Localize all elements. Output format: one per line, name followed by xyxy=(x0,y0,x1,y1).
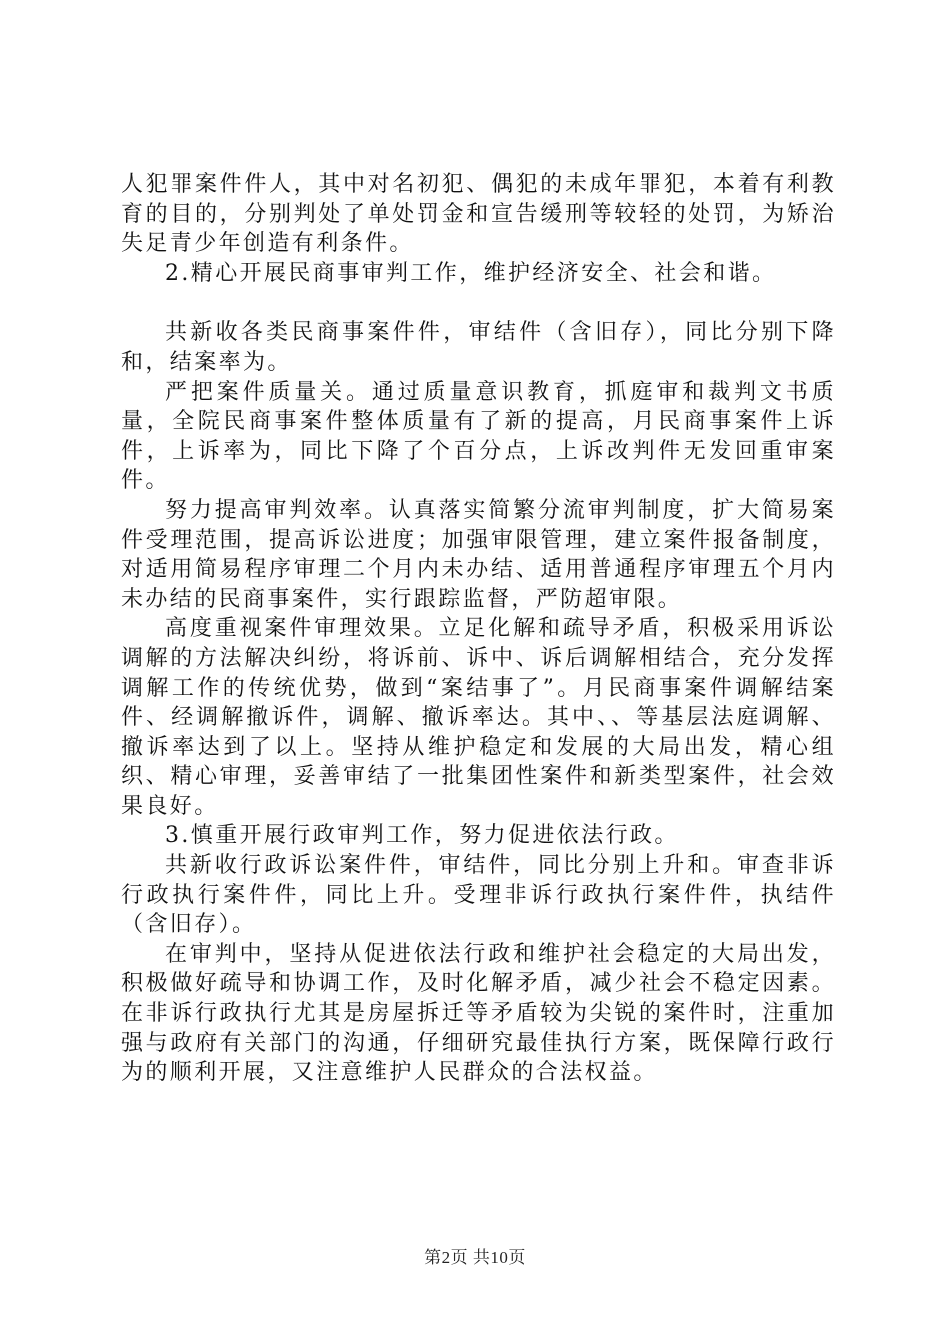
section-heading-3: 3.慎重开展行政审判工作，努力促进依法行政。 xyxy=(165,823,679,849)
paragraph-continuation: 人犯罪案件件人，其中对名初犯、偶犯的未成年罪犯，本着有利教育的目的，分别判处了单处罚金和宣告缓刑等较轻的处罚，为矫治失足青少年创造有利条件。 xyxy=(121,172,836,257)
paragraph-admin-trial: 在审判中，坚持从促进依法行政和维护社会稳定的大局出发，积极做好疏导和协调工作，及时化解矛盾，减少社会不稳定因素。在非诉行政执行尤其是房屋拆迁等矛盾较为尖锐的案件时，注重加强与政府有关部门的沟通，仔细研究最佳执行方案，既保障行政行为的顺利开展，又注意维护人民群众的合法权益。 xyxy=(121,941,836,1086)
paragraph-civil-cases: 共新收各类民商事案件件，审结件（含旧存），同比分别下降和，结案率为。 xyxy=(121,320,836,375)
paragraph-effect: 高度重视案件审理效果。立足化解和疏导矛盾，积极采用诉讼调解的方法解决纠纷，将诉前、诉中、诉后调解相结合，充分发挥调解工作的传统优势，做到“案结事了”。月民商事案件调解结案件、经调解撤诉件，调解、撤诉率达。其中、、等基层法庭调解、撤诉率达到了以上。坚持从维护稳定和发展的大局出发，精心组织、精心审理，妥善审结了一批集团性案件和新类型案件，社会效果良好。 xyxy=(121,616,836,819)
document-body xyxy=(121,170,836,1088)
section-heading-2: 2.精心开展民商事审判工作，维护经济安全、社会和谐。 xyxy=(165,260,777,286)
page-number-footer: 第2页 共10页 xyxy=(424,1248,526,1267)
paragraph-efficiency: 努力提高审判效率。认真落实简繁分流审判制度，扩大简易案件受理范围，提高诉讼进度；加强审限管理，建立案件报备制度，对适用简易程序审理二个月内未办结、适用普通程序审理五个月内未办结的民商事案件，实行跟踪监督，严防超审限。 xyxy=(121,497,836,612)
paragraph-quality: 严把案件质量关。通过质量意识教育，抓庭审和裁判文书质量，全院民商事案件整体质量有了新的提高，月民商事案件上诉件，上诉率为，同比下降了个百分点，上诉改判件无发回重审案件。 xyxy=(121,379,836,494)
paragraph-admin-cases: 共新收行政诉讼案件件，审结件，同比分别上升和。审查非诉行政执行案件件，同比上升。受理非诉行政执行案件件，执结件（含旧存）。 xyxy=(121,853,836,938)
